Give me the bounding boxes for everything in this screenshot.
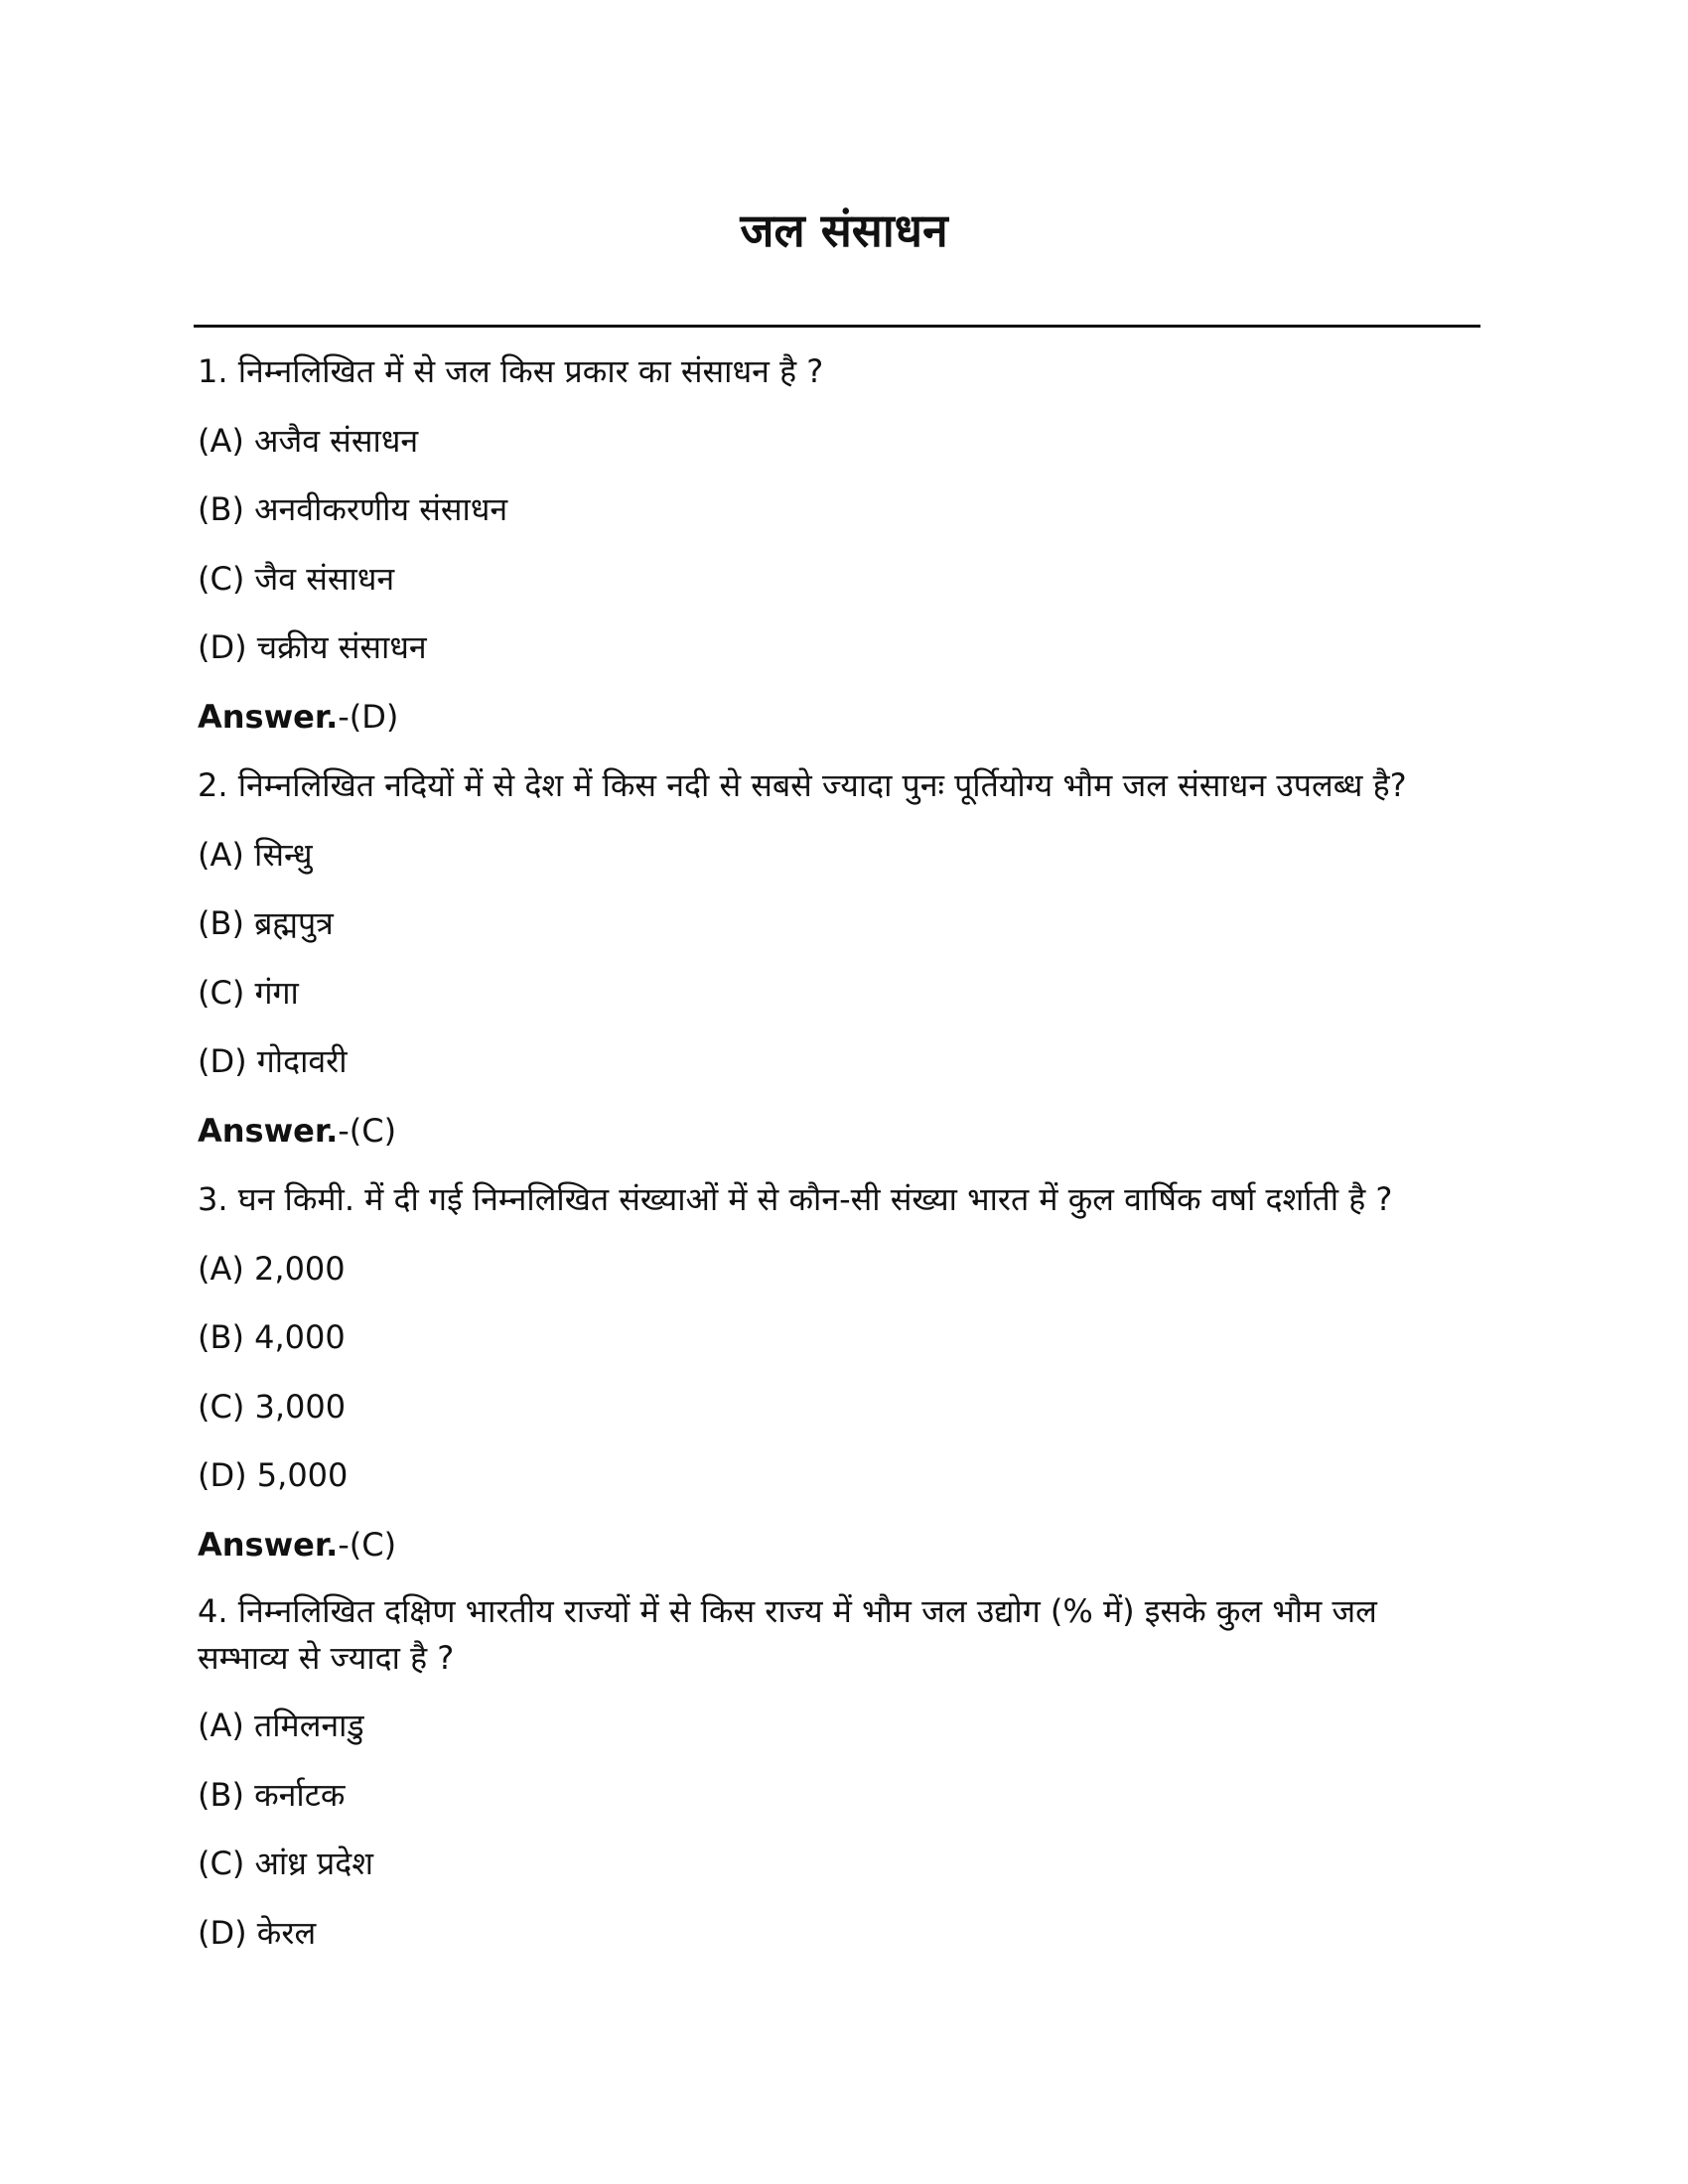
option-a: (A) सिन्धु <box>198 835 313 874</box>
option-d: (D) गोदावरी <box>198 1042 348 1080</box>
option-d: (D) चक्रीय संसाधन <box>198 628 427 666</box>
option-d: (D) 5,000 <box>198 1456 349 1494</box>
question-text: 3. घन किमी. में दी गई निम्नलिखित संख्याओं में से कौन-सी संख्या भारत में कुल वार्षिक वर्षा दर्शाती है ? <box>198 1180 1393 1218</box>
answer-label: Answer. <box>198 1111 339 1150</box>
question-2 <box>198 751 1488 1165</box>
answer <box>198 683 1488 752</box>
answer-value: -(C) <box>338 1525 397 1564</box>
question-text-line-1: 4. निम्नलिखित दक्षिण भारतीय राज्यों में से किस राज्य में भौम जल उद्योग (% में) इसके कुल भौम जल <box>198 1592 1377 1630</box>
option-c: (C) 3,000 <box>198 1387 347 1426</box>
answer <box>198 1511 1488 1580</box>
option-c: (C) जैव संसाधन <box>198 559 395 598</box>
answer-label: Answer. <box>198 697 339 736</box>
answer-value: -(D) <box>338 697 399 736</box>
question-text: 2. निम्नलिखित नदियों में से देश में किस नदी से सबसे ज्यादा पुनः पूर्तियोग्य भौम जल संसाधन उपलब्ध है? <box>198 766 1407 804</box>
option-b: (B) ब्रह्मपुत्र <box>198 904 334 942</box>
option-c: (C) आंध्र प्रदेश <box>198 1844 374 1882</box>
question-text <box>198 1588 1488 1682</box>
answer-value: -(C) <box>338 1111 397 1150</box>
option-a: (A) अजैव संसाधन <box>198 421 419 460</box>
question-text: 1. निम्नलिखित में से जल किस प्रकार का संसाधन है ? <box>198 352 824 390</box>
option-b: (B) 4,000 <box>198 1318 346 1356</box>
question-4 <box>198 1588 1488 1968</box>
option-a: (A) तमिलनाडु <box>198 1706 364 1744</box>
option-d: (D) केरल <box>198 1913 317 1952</box>
answer-label: Answer. <box>198 1525 339 1564</box>
option-b: (B) अनवीकरणीय संसाधन <box>198 490 508 528</box>
question-1 <box>198 338 1488 751</box>
option-a: (A) 2,000 <box>198 1249 346 1288</box>
question-text-line-2: सम्भाव्य से ज्यादा है ? <box>198 1639 455 1677</box>
title-divider <box>194 325 1480 328</box>
question-list <box>198 338 1488 1968</box>
option-c: (C) गंगा <box>198 973 299 1012</box>
page-title: जल संसाधन <box>740 204 948 257</box>
answer <box>198 1097 1488 1166</box>
option-b: (B) कर्नाटक <box>198 1775 346 1814</box>
question-3 <box>198 1165 1488 1579</box>
